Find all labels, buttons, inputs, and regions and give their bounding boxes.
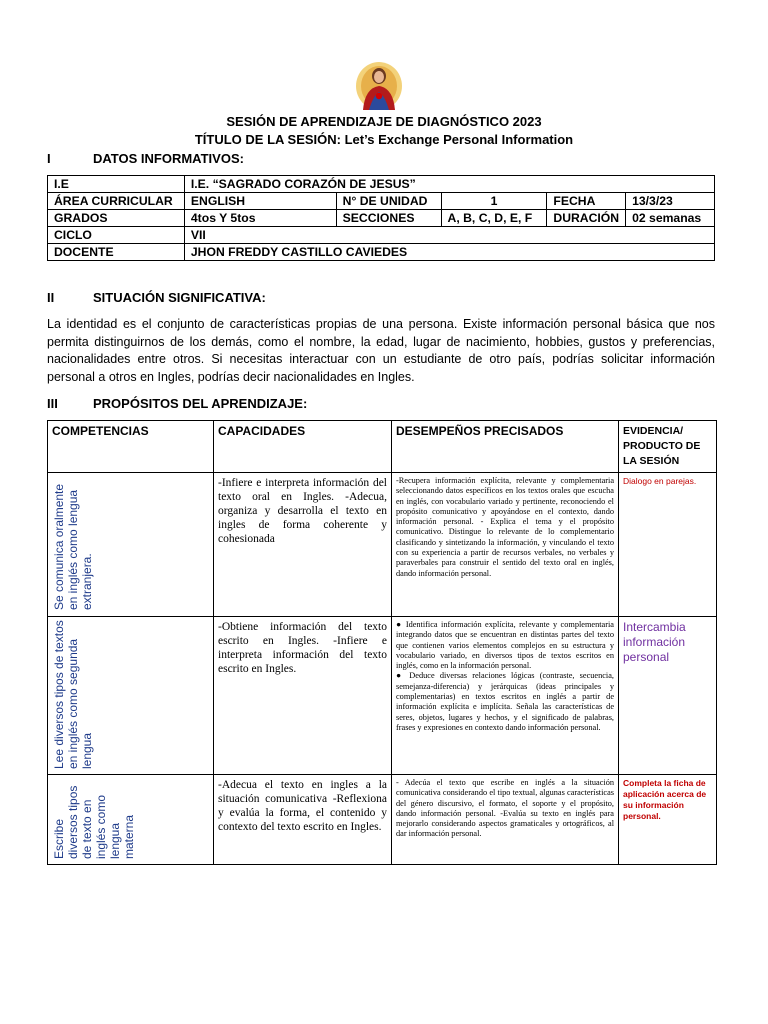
header-desempenos: DESEMPEÑOS PRECISADOS (392, 421, 619, 473)
competencia-text: Lee diversos tipos de textos en inglés como segunda lengua (52, 620, 94, 769)
header-competencias: COMPETENCIAS (48, 421, 214, 473)
propositos-table (47, 420, 717, 865)
docente-label: DOCENTE (48, 244, 185, 261)
area-label: ÁREA CURRICULAR (48, 193, 185, 210)
situacion-paragraph: La identidad es el conjunto de características propias de una persona. Existe información personal básica que nos permita distinguirnos de los demás, como el nombre, la edad, lugar de nacimiento, hobbies, gustos y preferencias, nacionalidades entre otros. Si necesitas interactuar con un estudiante de otro país, podrías solicitar información personal a otros en Ingles, podrías decir nacionalidades en Ingles. (47, 317, 715, 384)
unidad-value: 1 (441, 193, 547, 210)
duracion-value: 02 semanas (626, 210, 715, 227)
competencia-text: Escribe diversos tipos de texto en inglés como lengua materna (52, 785, 136, 859)
header-evidencia: EVIDENCIA/ PRODUCTO DE LA SESIÓN (619, 421, 717, 473)
ie-label: I.E (48, 176, 185, 193)
datos-informativos-table (47, 175, 715, 261)
table-row (48, 617, 717, 775)
desempenos-cell: -Recupera información explícita, relevante y complementaria seleccionando datos específicos en los textos orales que escucha en inglés, con vocabulario variado y pertinente, reconociendo el propósito comunicativo y apoyándose en el contexto, dando información personal. - Explica el tema y el propósito comunicativo. Distingue lo relevante de lo complementario clasificando y sintetizando la información, y vinculando el texto con su experiencia a partir de recursos verbales, no verbales y paraverbales para construir el sentido del texto oral en inglés, dando información personal. (392, 473, 619, 617)
section-number: I (47, 151, 51, 166)
desempenos-cell (392, 617, 619, 775)
grados-label: GRADOS (48, 210, 185, 227)
area-value: ENGLISH (184, 193, 336, 210)
secciones-value: A, B, C, D, E, F (441, 210, 547, 227)
sacred-heart-image (355, 62, 403, 112)
docente-value: JHON FREDDY CASTILLO CAVIEDES (184, 244, 714, 261)
section-title: PROPÓSITOS DEL APRENDIZAJE: (93, 396, 308, 411)
ie-value: I.E. “SAGRADO CORAZÓN DE JESUS” (184, 176, 714, 193)
competencia-cell (48, 775, 214, 865)
evidencia-cell: Completa la ficha de aplicación acerca de su información personal. (619, 775, 717, 865)
table-row (48, 176, 715, 193)
desempenos-cell: - Adecúa el texto que escribe en inglés a la situación comunicativa considerando el tipo textual, algunas características del género discursivo, el formato, el soporte y el propósito, dando información personal. -Evalúa su texto en inglés para mejorarlo considerando aspectos gramaticales y ortográficos, al dar información personal. (392, 775, 619, 865)
capacidades-cell: -Adecua el texto en ingles a la situación comunicativa -Reflexiona y evalúa la forma, el contenido y contexto del texto escrito en Ingles. (214, 775, 392, 865)
unidad-label: N° DE UNIDAD (336, 193, 441, 210)
table-row (48, 473, 717, 617)
desempeno-item: ● Identifica información explícita, relevante y complementaria integrando datos que se encuentran en distintas partes del texto que contienen varios elementos complejos en su estructura y vocabulario variado, en diversos tipos de textos escritos en inglés, como en la información personal. (396, 620, 614, 671)
competencia-cell (48, 473, 214, 617)
section-number: III (47, 396, 58, 411)
table-row (48, 244, 715, 261)
header-capacidades: CAPACIDADES (214, 421, 392, 473)
table-header-row (48, 421, 717, 473)
competencia-cell (48, 617, 214, 775)
section-number: II (47, 290, 55, 305)
fecha-value: 13/3/23 (626, 193, 715, 210)
table-row (48, 210, 715, 227)
session-title: SESIÓN DE APRENDIZAJE DE DIAGNÓSTICO 2023 (226, 114, 542, 129)
desempeno-item: ● Deduce diversas relaciones lógicas (contraste, secuencia, semejanza-diferencia) y jerárquicas (ideas principales y complementarias) en textos escritos en inglés a partir de información explícita e implícita. Señala las características de seres, objetos, lugares y hechos, y el significado de palabras, frases y expresiones en contexto dando información personal. (396, 671, 614, 732)
table-row (48, 193, 715, 210)
evidencia-cell: Dialogo en parejas. (619, 473, 717, 617)
secciones-label: SECCIONES (336, 210, 441, 227)
table-row (48, 227, 715, 244)
evidencia-cell: Intercambia información personal (619, 617, 717, 775)
grados-value: 4tos Y 5tos (184, 210, 336, 227)
fecha-label: FECHA (547, 193, 626, 210)
section-title: DATOS INFORMATIVOS: (93, 151, 244, 166)
duracion-label: DURACIÓN (547, 210, 626, 227)
ciclo-value: VII (184, 227, 714, 244)
competencia-text: Se comunica oralmente en inglés como lengua extranjera. (52, 483, 94, 610)
ciclo-label: CICLO (48, 227, 185, 244)
table-row (48, 775, 717, 865)
session-subtitle: TÍTULO DE LA SESIÓN: Let’s Exchange Personal Information (194, 132, 574, 147)
capacidades-cell: -Infiere e interpreta información del texto oral en Ingles. -Adecua, organiza y desarrolla el texto en ingles de forma coherente y cohesionada (214, 473, 392, 617)
capacidades-cell: -Obtiene información del texto escrito en Ingles. -Infiere e interpreta información del texto escrito en Ingles. (214, 617, 392, 775)
section-title: SITUACIÓN SIGNIFICATIVA: (93, 290, 266, 305)
